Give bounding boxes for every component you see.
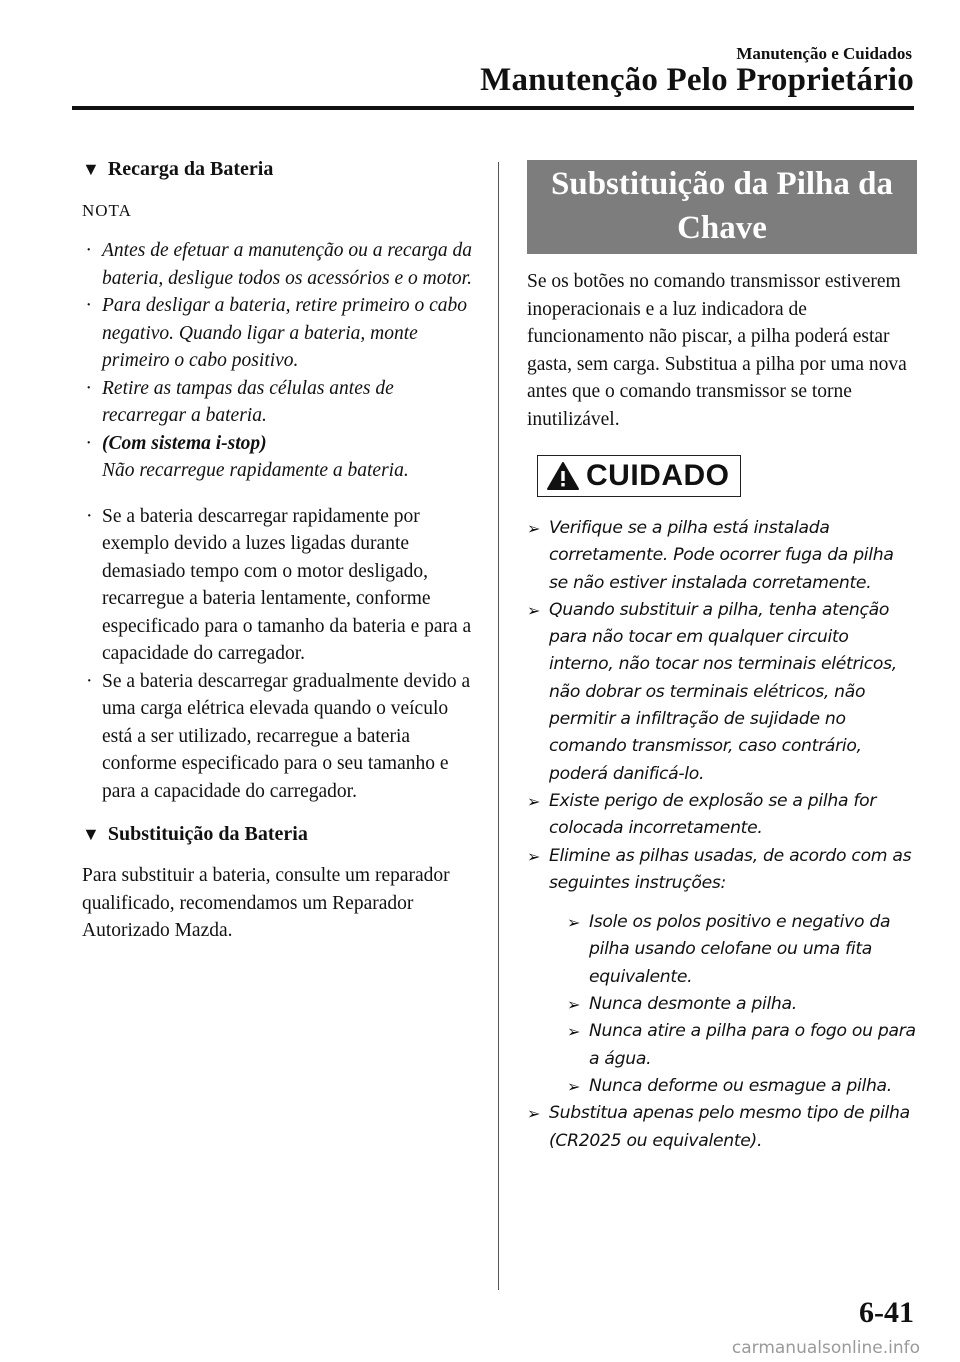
triangle-down-icon: ▼ [82,159,100,179]
note-bold-text: (Com sistema i-stop) [102,432,267,454]
arrow-right-icon: ➢ [567,995,581,1015]
arrow-right-icon: ➢ [567,913,581,933]
caution-item-text: Substitua apenas pelo mesmo tipo de pilha (CR2025 ou equivalente). [549,1103,910,1151]
warning-icon [546,461,580,491]
intro-paragraph: Se os botões no comando transmissor estiverem inoperacionais e a luz indicadora de funcionamento não piscar, a pilha poderá estar gasta, sem carga. Substitua a pilha por uma nova antes que o comando transmissor se torne inutilizável. [527,271,907,430]
body-list [82,503,478,806]
triangle-down-icon: ▼ [82,824,100,844]
watermark: carmanualsonline.info [731,1338,920,1358]
section-banner: Substituição da Pilha da Chave [527,160,917,254]
caution-item [527,597,917,788]
list-item-text: Se a bateria descarregar gradualmente devido a uma carga elétrica elevada quando o veículo está a ser utilizado, recarregue a bateria conforme especificado para o seu tamanho e para a capacidade do carregador. [102,670,471,802]
caution-item [527,515,917,597]
caution-item-text: Elimine as pilhas usadas, de acordo com as seguintes instruções: [549,845,912,893]
note-item: · Retire as tampas das células antes de recarregar a bateria. [86,377,394,426]
caution-item [527,843,917,1101]
caution-item [527,788,917,843]
arrow-right-icon: ➢ [527,791,541,811]
note-text: Retire as tampas das células antes de recarregar a bateria. [102,377,394,426]
note-text: Para desligar a bateria, retire primeiro o cabo negativo. Quando ligar a bateria, monte primeiro o cabo positivo. [102,295,468,371]
note-list [82,237,478,485]
section-heading-text: Substituição da Bateria [107,823,308,845]
column-divider [498,162,499,1290]
caution-subitem-text: Nunca atire a pilha para o fogo ou para a água. [589,1021,916,1069]
caution-item-text: Existe perigo de explosão se a pilha for colocada incorretamente. [549,790,877,839]
caution-subitem-text: Isole os polos positivo e negativo da pilha usando celofane ou uma fita equivalente. [589,912,891,987]
caution-subitem-text: Nunca desmonte a pilha. [589,994,797,1015]
note-item: · Para desligar a bateria, retire primeiro o cabo negativo. Quando ligar a bateria, monte primeiro o cabo positivo. [86,295,468,371]
right-column [527,160,917,1155]
arrow-right-icon: ➢ [527,519,541,538]
caution-subitem [567,1073,917,1100]
arrow-right-icon: ➢ [567,1076,581,1096]
caution-label: CUIDADO [586,459,730,492]
list-item: · Se a bateria descarregar rapidamente por exemplo devido a luzes ligadas durante demasiado tempo com o motor desligado, recarregue a bateria lentamente, conforme especificado para o tamanho da bateria e para a capacidade do carregador. [86,505,472,664]
caution-subitem [567,909,917,991]
list-item-text: Se a bateria descarregar rapidamente por exemplo devido a luzes ligadas durante demasiado tempo com o motor desligado, recarregue a bateria lentamente, conforme especificado para o tamanho da bateria e para a capacidade do carregador. [102,505,472,664]
arrow-right-icon: ➢ [527,846,541,866]
note-text: Não recarregue rapidamente a bateria. [102,460,409,481]
header-section-label: Manutenção e Cuidados [736,44,912,63]
caution-subitem [567,991,917,1018]
caution-item-text: Verifique se a pilha está instalada corretamente. Pode ocorrer fuga da pilha se não estiver instalada corretamente. [549,518,894,593]
caution-sublist [567,909,917,1100]
note-item: · Antes de efetuar a manutenção ou a recarga da bateria, desligue todos os acessórios e o motor. [86,240,473,289]
note-label: NOTA [82,201,132,220]
caution-list [527,515,917,1155]
caution-subitem-text: Nunca deforme ou esmague a pilha. [589,1075,892,1096]
section-heading-substituicao [82,823,478,846]
caution-box [537,455,741,497]
arrow-right-icon: ➢ [567,1022,581,1042]
note-item: · (Com sistema i-stop) Não recarregue rapidamente a bateria. [86,432,409,481]
header-rule [72,106,914,110]
arrow-right-icon: ➢ [527,1104,541,1124]
section-heading-recarga [82,158,478,181]
caution-item [527,1100,917,1155]
page-title: Manutenção Pelo Proprietário [480,62,914,98]
caution-item-text: Quando substituir a pilha, tenha atenção para não tocar em qualquer circuito interno, não tocar nos terminais elétricos, não dobrar os terminais elétricos, não permitir a infiltração de sujidade no comando transmissor, caso contrário, poderá danificá-lo. [549,599,897,784]
note-text: Antes de efetuar a manutenção ou a recarga da bateria, desligue todos os acessórios e o motor. [102,240,473,289]
left-column [82,158,478,945]
paragraph: Para substituir a bateria, consulte um reparador qualificado, recomendamos um Reparador Autorizado Mazda. [82,865,450,941]
list-item: · Se a bateria descarregar gradualmente devido a uma carga elétrica elevada quando o veículo está a ser utilizado, recarregue a bateria conforme especificado para o seu tamanho e para a capacidade do carregador. [86,670,471,802]
section-heading-text: Recarga da Bateria [107,158,274,180]
page-number: 6-41 [859,1296,914,1329]
arrow-right-icon: ➢ [527,600,541,620]
caution-subitem [567,1018,917,1073]
